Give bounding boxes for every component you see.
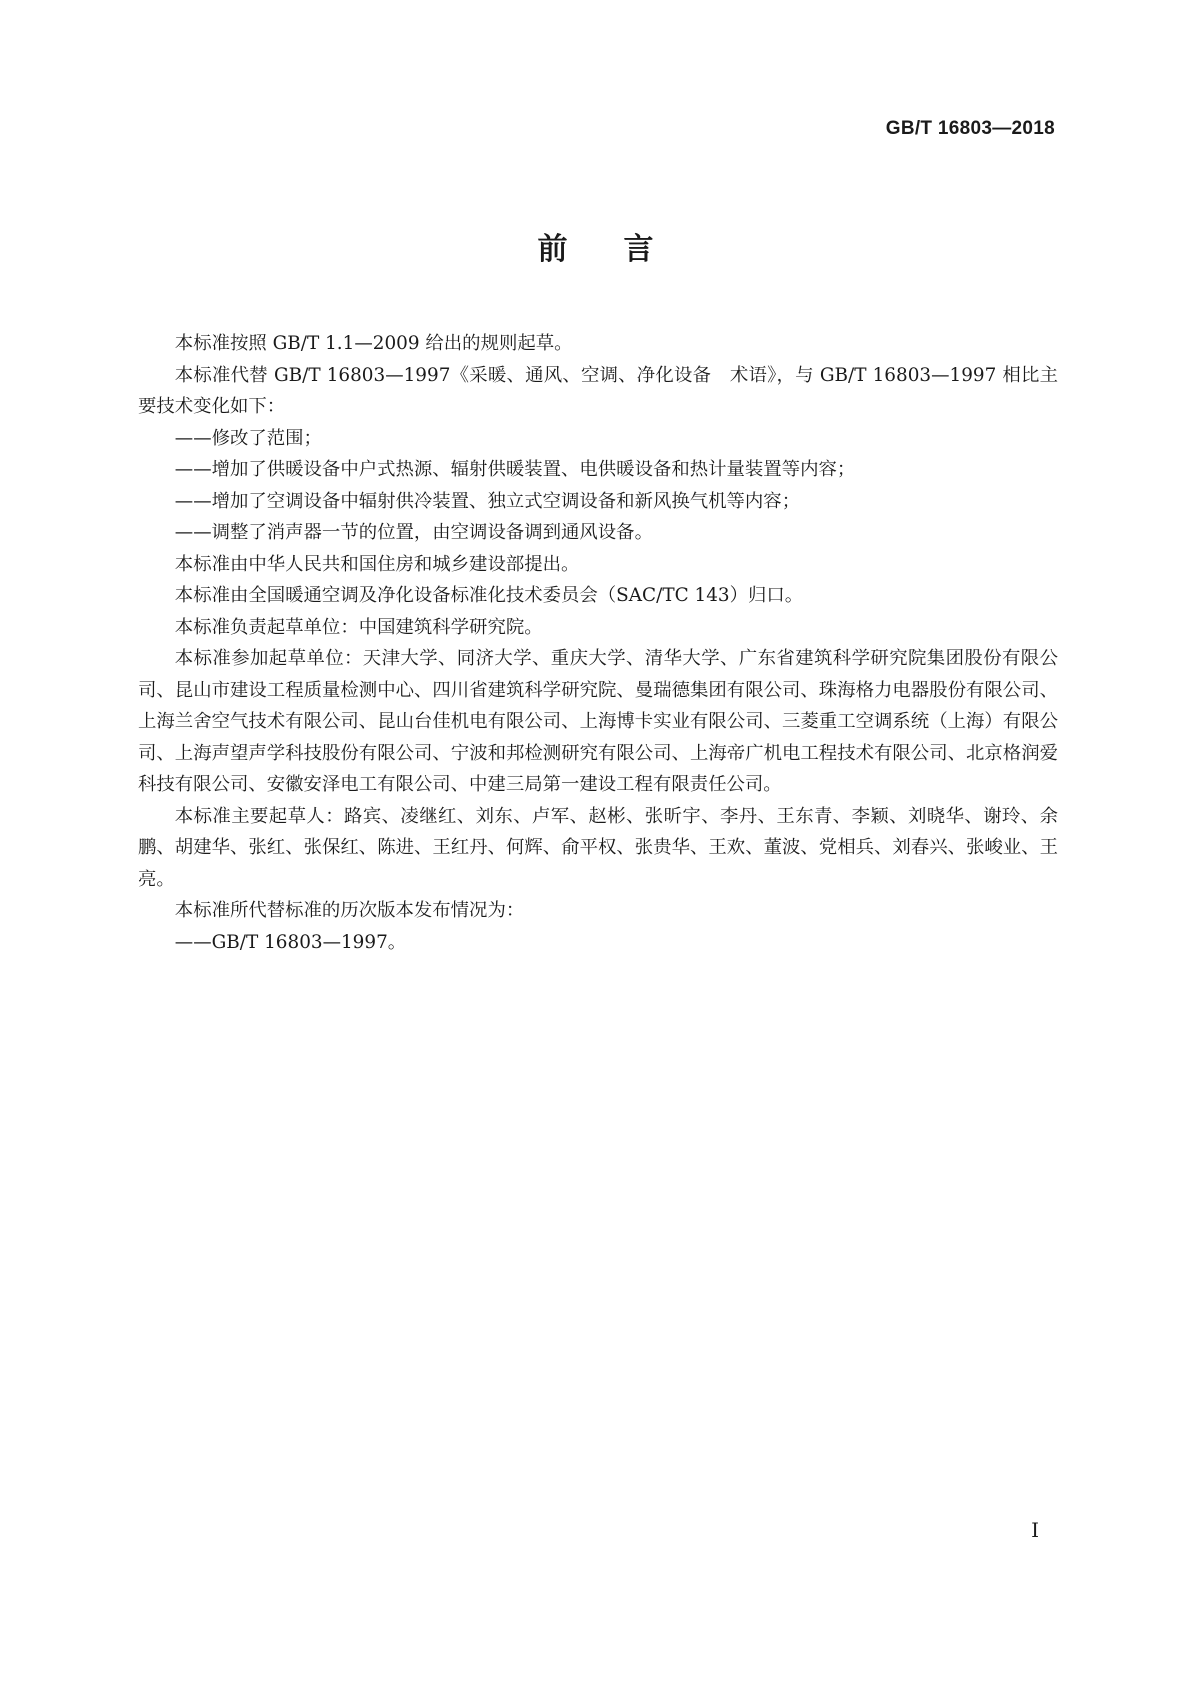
- paragraph-proposer: 本标准由中华人民共和国住房和城乡建设部提出。: [174, 553, 580, 575]
- page-number: I: [1031, 1518, 1039, 1542]
- paragraph-participating-units: 本标准参加起草单位：天津大学、同济大学、重庆大学、清华大学、广东省建筑科学研究院集团股份有限公司、昆山市建设工程质量检测中心、四川省建筑科学研究院、曼瑞德集团有限公司、珠海格力电器股份有限公司、上海兰舍空气技术有限公司、昆山台佳机电有限公司、上海博卡实业有限公司、三菱重工空调系统（上海）有限公司、上海声望声学科技股份有限公司、宁波和邦检测研究有限公司、上海帝广机电工程技术有限公司、北京格润爱科技有限公司、安徽安泽电工有限公司、中建三局第一建设工程有限责任公司。: [138, 648, 1058, 795]
- foreword-body: [138, 328, 1058, 958]
- change-item: ——增加了供暖设备中户式热源、辐射供暖装置、电供暖设备和热计量装置等内容；: [174, 459, 856, 480]
- paragraph-drafting-rules: 本标准按照 GB/T 1.1—2009 给出的规则起草。: [174, 333, 573, 354]
- paragraph-lead-drafter: 本标准负责起草单位：中国建筑科学研究院。: [174, 616, 543, 638]
- paragraph-committee: 本标准由全国暖通空调及净化设备标准化技术委员会（SAC/TC 143）归口。: [174, 585, 804, 606]
- page-title: 前言: [537, 232, 710, 267]
- paragraph-version-history: 本标准所代替标准的历次版本发布情况为：: [174, 900, 525, 921]
- change-item: ——修改了范围；: [174, 427, 322, 449]
- paragraph-replacement: 本标准代替 GB/T 16803—1997《采暖、通风、空调、净化设备 术语》，与 GB/T 16803—1997 相比主要技术变化如下：: [138, 364, 1058, 417]
- standard-code-header: GB/T 16803—2018: [885, 118, 1055, 139]
- history-item: ——GB/T 16803—1997。: [174, 931, 407, 953]
- change-item: ——调整了消声器一节的位置，由空调设备调到通风设备。: [174, 522, 653, 543]
- paragraph-main-drafters: 本标准主要起草人：路宾、凌继红、刘东、卢军、赵彬、张昕宇、李丹、王东青、李颖、刘晓华、谢玲、余鹏、胡建华、张红、张保红、陈进、王红丹、何辉、俞平权、张贵华、王欢、董波、党相兵、刘春兴、张峻业、王亮。: [138, 805, 1058, 890]
- change-item: ——增加了空调设备中辐射供冷装置、独立式空调设备和新风换气机等内容；: [174, 490, 801, 512]
